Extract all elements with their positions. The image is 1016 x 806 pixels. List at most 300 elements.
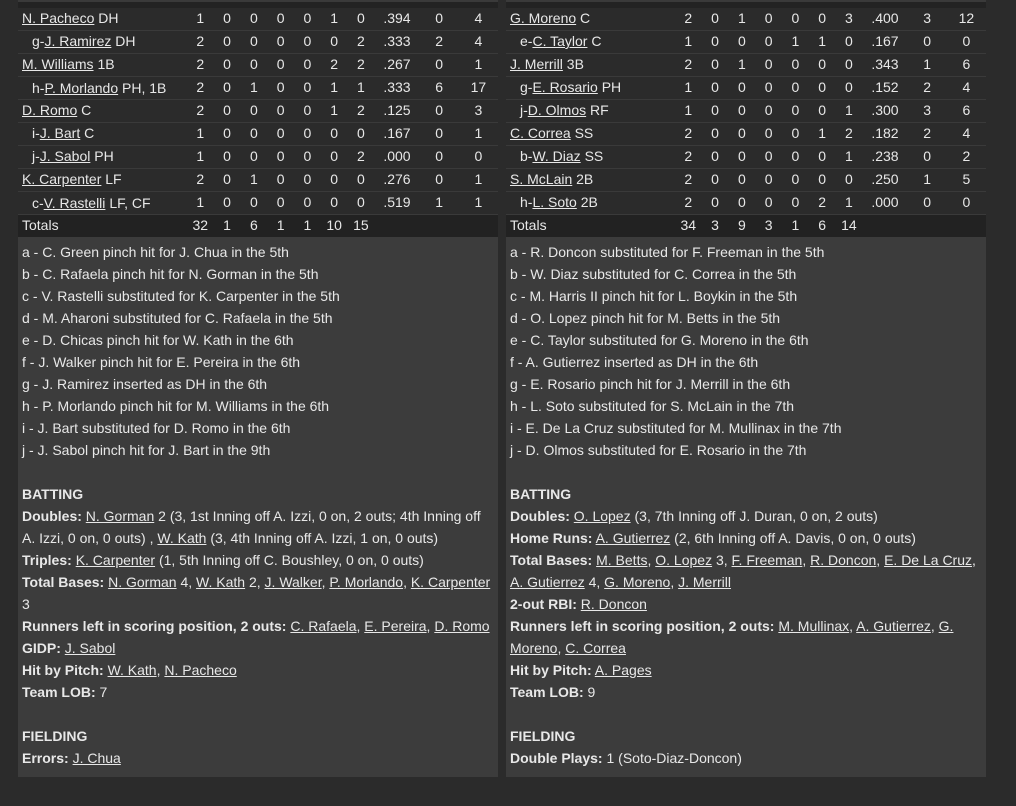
stat-cell: 1 [187, 146, 214, 169]
stat-cell: 1 [836, 146, 863, 169]
player-link[interactable]: J. Sabol [64, 640, 116, 656]
stat-cell: 0 [836, 169, 863, 192]
stat-cell: 0 [809, 169, 836, 192]
player-link[interactable]: O. Lopez [573, 508, 631, 524]
stat-cell: .276 [374, 169, 419, 192]
errors-line: Errors: J. Chua [22, 750, 121, 766]
stat-cell: 1 [675, 100, 702, 123]
risp-line: Runners left in scoring position, 2 outs: C. Rafaela, E. Pereira, D. Romo [22, 618, 490, 634]
stat-cell: 0 [782, 8, 809, 31]
player-link[interactable]: C. Rafaela [290, 618, 357, 634]
player-link[interactable]: J. Merrill [510, 56, 563, 72]
player-position: 2B [576, 171, 594, 187]
totals-stat: 9 [728, 215, 755, 238]
stat-cell: .394 [374, 8, 419, 31]
stat-cell: 0 [321, 169, 348, 192]
substitution-note: e - C. Taylor substituted for G. Moreno in the 6th [510, 332, 809, 348]
player-cell [506, 54, 675, 77]
player-link[interactable]: S. McLain [510, 171, 573, 187]
player-link[interactable]: M. Mullinax [778, 618, 850, 634]
player-position: PH, 1B [122, 80, 167, 96]
player-position: RF [590, 102, 609, 118]
stat-cell: 0 [267, 123, 294, 146]
stat-cell: 0 [321, 31, 348, 54]
stat-cell: 1 [240, 169, 267, 192]
player-link[interactable]: R. Doncon [580, 596, 647, 612]
stat-cell: 1 [187, 8, 214, 31]
player-position: 1B [97, 56, 115, 72]
player-link[interactable]: K. Carpenter [22, 171, 102, 187]
stat-cell: .250 [862, 169, 907, 192]
stat-cell: 0 [755, 77, 782, 100]
stat-cell: 0 [294, 123, 321, 146]
totals-stat: 10 [321, 215, 348, 238]
fielding-section-title: FIELDING [510, 728, 576, 744]
stat-cell: 0 [836, 31, 863, 54]
stat-cell: 0 [321, 123, 348, 146]
totals-stat: 1 [214, 215, 241, 238]
totals-stat: 6 [240, 215, 267, 238]
stat-cell: 0 [348, 169, 375, 192]
double-plays-line: Double Plays: 1 (Soto-Diaz-Doncon) [510, 750, 742, 766]
sub-letter: e- [520, 33, 533, 49]
stat-cell: 0 [755, 54, 782, 77]
stat-cell: 0 [267, 192, 294, 215]
stat-cell: 0 [755, 100, 782, 123]
player-row [506, 54, 986, 77]
stat-cell: 1 [728, 54, 755, 77]
stat-cell: 2 [809, 192, 836, 215]
substitution-note: c - V. Rastelli substituted for K. Carpenter in the 5th [22, 288, 340, 304]
player-link[interactable]: N. Pacheco [22, 10, 95, 26]
stat-cell: 0 [321, 192, 348, 215]
player-link[interactable]: E. De La Cruz [884, 552, 973, 568]
player-cell [18, 100, 187, 123]
stat-cell: 0 [420, 54, 459, 77]
stat-cell: .000 [374, 146, 419, 169]
stat-cell: 0 [240, 123, 267, 146]
substitution-note: b - C. Rafaela pinch hit for N. Gorman in the 5th [22, 266, 319, 282]
stat-cell: .343 [862, 54, 907, 77]
batting-section-title: BATTING [510, 486, 572, 502]
totals-stat [947, 215, 986, 238]
stat-cell: 1 [836, 100, 863, 123]
sub-letter: g- [520, 79, 533, 95]
stat-cell: 0 [702, 123, 729, 146]
player-link[interactable]: P. Morlando [44, 80, 119, 96]
stat-cell: 0 [294, 31, 321, 54]
player-position: 3B [566, 56, 584, 72]
home-batting-table [506, 8, 986, 237]
stat-cell: .167 [374, 123, 419, 146]
stat-cell: .519 [374, 192, 419, 215]
stat-cell: .000 [862, 192, 907, 215]
stat-cell: 2 [187, 169, 214, 192]
player-link[interactable]: C. Correa [510, 125, 571, 141]
stat-cell: 0 [947, 192, 986, 215]
stat-cell: 0 [267, 31, 294, 54]
player-cell [18, 31, 187, 54]
player-position: 2B [580, 194, 598, 210]
player-row [18, 169, 498, 192]
player-cell [18, 54, 187, 77]
totals-stat: 14 [836, 215, 863, 238]
player-link[interactable]: W. Kath [196, 574, 246, 590]
player-position: C [591, 33, 602, 49]
stat-cell: 0 [782, 100, 809, 123]
stat-cell: 4 [459, 31, 498, 54]
stat-cell: 1 [459, 192, 498, 215]
player-cell [506, 31, 675, 54]
player-link[interactable]: M. Williams [22, 56, 94, 72]
player-cell [18, 146, 187, 169]
stat-cell: 1 [240, 77, 267, 100]
stat-cell: 0 [728, 77, 755, 100]
player-cell [506, 123, 675, 146]
home-team-column [506, 0, 986, 777]
stat-cell: 0 [214, 54, 241, 77]
stat-cell: 0 [420, 8, 459, 31]
player-link[interactable]: K. Carpenter [410, 574, 491, 590]
stat-cell: 0 [755, 146, 782, 169]
stat-cell: 4 [459, 8, 498, 31]
stat-cell: 1 [321, 77, 348, 100]
stat-cell: 2 [321, 54, 348, 77]
triples-line: Triples: K. Carpenter (1, 5th Inning off C. Boushley, 0 on, 0 outs) [22, 552, 424, 568]
stat-cell: 0 [908, 31, 947, 54]
stat-cell: 0 [728, 146, 755, 169]
stat-cell: 1 [675, 77, 702, 100]
stat-cell: 6 [947, 54, 986, 77]
stat-cell: 0 [214, 123, 241, 146]
stat-cell: 0 [809, 100, 836, 123]
substitution-note: d - M. Aharoni substituted for C. Rafaela in the 5th [22, 310, 333, 326]
stat-cell: 1 [459, 123, 498, 146]
stat-cell: 0 [947, 31, 986, 54]
player-link[interactable]: N. Gorman [108, 574, 177, 590]
stat-cell: 0 [240, 100, 267, 123]
substitution-note: d - O. Lopez pinch hit for M. Betts in the 5th [510, 310, 781, 326]
stat-cell: 0 [755, 31, 782, 54]
player-row [18, 31, 498, 54]
sub-letter: h- [32, 80, 45, 96]
stat-cell: 3 [459, 100, 498, 123]
stat-cell: 0 [214, 31, 241, 54]
totals-stat: 15 [348, 215, 375, 238]
player-link[interactable]: W. Kath [107, 662, 157, 678]
stat-cell: 0 [755, 169, 782, 192]
stat-cell: 0 [836, 77, 863, 100]
stat-cell: 2 [187, 100, 214, 123]
stat-cell: 3 [908, 100, 947, 123]
stat-cell: 0 [782, 192, 809, 215]
player-link[interactable]: W. Kath [157, 530, 207, 546]
stat-cell: 2 [675, 192, 702, 215]
stat-cell: 0 [702, 100, 729, 123]
stat-cell: 0 [214, 100, 241, 123]
stat-cell: 0 [420, 123, 459, 146]
stat-cell: 0 [267, 146, 294, 169]
stat-cell: 4 [947, 123, 986, 146]
player-link[interactable]: M. Betts [596, 552, 648, 568]
player-cell [18, 192, 187, 215]
player-link[interactable]: G. Moreno [604, 574, 671, 590]
home-runs-line: Home Runs: A. Gutierrez (2, 6th Inning off A. Davis, 0 on, 0 outs) [510, 530, 916, 546]
stat-cell: 1 [908, 169, 947, 192]
player-row [18, 100, 498, 123]
stat-cell: 0 [809, 8, 836, 31]
stat-cell: 0 [294, 100, 321, 123]
player-link[interactable]: G. Moreno [510, 618, 954, 656]
stat-cell: .300 [862, 100, 907, 123]
player-link[interactable]: K. Carpenter [75, 552, 156, 568]
sub-letter: g- [32, 33, 45, 49]
stat-cell: 0 [728, 192, 755, 215]
stat-cell: 0 [702, 54, 729, 77]
player-cell [18, 123, 187, 146]
stat-cell: 0 [728, 169, 755, 192]
stat-cell: 1 [187, 123, 214, 146]
stat-cell: 17 [459, 77, 498, 100]
player-link[interactable]: L. Soto [532, 194, 577, 210]
stat-cell: 1 [675, 31, 702, 54]
player-cell [506, 192, 675, 215]
player-link[interactable]: J. Sabol [39, 148, 91, 164]
stat-cell: 2 [908, 77, 947, 100]
stat-cell: .333 [374, 77, 419, 100]
substitution-note: j - D. Olmos substituted for E. Rosario in the 7th [510, 442, 807, 458]
stat-cell: 1 [782, 31, 809, 54]
player-link[interactable]: O. Lopez [655, 552, 713, 568]
player-row [506, 146, 986, 169]
player-link[interactable]: D. Olmos [527, 102, 587, 118]
stat-cell: 0 [728, 31, 755, 54]
player-position: DH [98, 10, 119, 26]
stat-cell: 2 [348, 54, 375, 77]
totals-stat: 1 [782, 215, 809, 238]
player-link[interactable]: W. Diaz [532, 148, 581, 164]
totals-stat [374, 215, 419, 238]
top-divider [18, 0, 498, 8]
player-link[interactable]: A. Gutierrez [595, 530, 671, 546]
player-position: DH [115, 33, 136, 49]
stat-cell: 0 [702, 31, 729, 54]
team-lob-line: Team LOB: 9 [510, 684, 596, 700]
player-position: C [580, 10, 591, 26]
stat-cell: .333 [374, 31, 419, 54]
player-row [506, 31, 986, 54]
away-batting-table [18, 8, 498, 237]
stat-cell: 0 [702, 8, 729, 31]
stat-cell: 0 [294, 77, 321, 100]
stat-cell: 0 [294, 192, 321, 215]
substitution-note: a - C. Green pinch hit for J. Chua in the 5th [22, 244, 289, 260]
stat-cell: 1 [348, 77, 375, 100]
totals-stat: 32 [187, 215, 214, 238]
substitution-note: f - A. Gutierrez inserted as DH in the 6th [510, 354, 759, 370]
player-position: SS [584, 148, 604, 164]
stat-cell: 0 [908, 146, 947, 169]
player-link[interactable]: V. Rastelli [43, 195, 106, 211]
batting-section-title: BATTING [22, 486, 84, 502]
doubles-line: Doubles: O. Lopez (3, 7th Inning off J. Duran, 0 on, 2 outs) [510, 508, 878, 524]
stat-cell: 0 [214, 169, 241, 192]
stat-cell: 1 [809, 31, 836, 54]
totals-stat [459, 215, 498, 238]
stat-cell: 1 [908, 54, 947, 77]
player-position: C [84, 125, 95, 141]
player-row [18, 192, 498, 215]
two-out-rbi-line: 2-out RBI: R. Doncon [510, 596, 647, 612]
player-link[interactable]: R. Doncon [810, 552, 877, 568]
stat-cell: 0 [321, 146, 348, 169]
stat-cell: 0 [702, 169, 729, 192]
stat-cell: 0 [294, 8, 321, 31]
player-position: PH [601, 79, 622, 95]
substitution-note: h - P. Morlando pinch hit for M. Williams in the 6th [22, 398, 330, 414]
stat-cell: 0 [908, 192, 947, 215]
player-link[interactable]: J. Ramirez [44, 33, 112, 49]
stat-cell: 2 [420, 31, 459, 54]
totals-label: Totals [506, 215, 675, 238]
stat-cell: 0 [240, 8, 267, 31]
substitution-note: e - D. Chicas pinch hit for W. Kath in the 6th [22, 332, 294, 348]
player-link[interactable]: E. Rosario [532, 79, 598, 95]
player-link[interactable]: J. Walker [264, 574, 322, 590]
sub-letter: i- [32, 125, 40, 141]
stat-cell: 0 [809, 54, 836, 77]
stat-cell: 0 [420, 169, 459, 192]
stat-cell: 2 [908, 123, 947, 146]
totals-stat: 6 [809, 215, 836, 238]
player-link[interactable]: A. Gutierrez [856, 618, 931, 634]
player-cell [506, 146, 675, 169]
fielding-section-title: FIELDING [22, 728, 88, 744]
stat-cell: 1 [187, 192, 214, 215]
stat-cell: 0 [294, 54, 321, 77]
stat-cell: 2 [675, 8, 702, 31]
player-link[interactable]: J. Merrill [678, 574, 731, 590]
sub-letter: j- [32, 148, 40, 164]
hbp-line: Hit by Pitch: A. Pages [510, 662, 652, 678]
sub-letter: b- [520, 148, 533, 164]
stat-cell: 0 [214, 77, 241, 100]
totals-stat [862, 215, 907, 238]
stat-cell: 2 [187, 77, 214, 100]
player-link[interactable]: G. Moreno [510, 10, 577, 26]
stat-cell: .125 [374, 100, 419, 123]
stat-cell: 2 [675, 146, 702, 169]
totals-row [18, 215, 498, 238]
stat-cell: 0 [809, 77, 836, 100]
stat-cell: 0 [728, 100, 755, 123]
stat-cell: 3 [908, 8, 947, 31]
player-row [506, 192, 986, 215]
stat-cell: 1 [836, 192, 863, 215]
player-link[interactable]: D. Romo [434, 618, 490, 634]
home-notes-panel [506, 237, 986, 777]
stat-cell: .238 [862, 146, 907, 169]
player-link[interactable]: J. Chua [72, 750, 121, 766]
stat-cell: 0 [240, 192, 267, 215]
player-link[interactable]: A. Gutierrez [510, 574, 585, 590]
stat-cell: 0 [267, 100, 294, 123]
stat-cell: 2 [675, 169, 702, 192]
player-cell [18, 169, 187, 192]
player-row [506, 77, 986, 100]
stat-cell: 0 [348, 123, 375, 146]
stat-cell: .267 [374, 54, 419, 77]
sub-letter: c- [32, 195, 44, 211]
player-link[interactable]: C. Taylor [532, 33, 588, 49]
stat-cell: 2 [675, 123, 702, 146]
player-row [18, 54, 498, 77]
risp-line: Runners left in scoring position, 2 outs: M. Mullinax, A. Gutierrez, G. Moreno, C. Correa [510, 618, 954, 656]
top-divider [506, 0, 986, 8]
player-link[interactable]: F. Freeman [731, 552, 803, 568]
player-link[interactable]: A. Pages [594, 662, 652, 678]
stat-cell: 2 [348, 146, 375, 169]
totals-stat: 34 [675, 215, 702, 238]
substitution-note: a - R. Doncon substituted for F. Freeman in the 5th [510, 244, 825, 260]
player-position: LF, CF [109, 195, 151, 211]
player-position: SS [574, 125, 594, 141]
player-link[interactable]: N. Pacheco [164, 662, 237, 678]
totals-label: Totals [18, 215, 187, 238]
player-link[interactable]: D. Romo [22, 102, 78, 118]
stat-cell: 0 [459, 146, 498, 169]
stat-cell: 0 [240, 146, 267, 169]
player-link[interactable]: C. Correa [565, 640, 626, 656]
player-row [506, 169, 986, 192]
team-lob-line: Team LOB: 7 [22, 684, 108, 700]
player-link[interactable]: J. Bart [39, 125, 81, 141]
substitution-note: h - L. Soto substituted for S. McLain in the 7th [510, 398, 795, 414]
away-notes-panel [18, 237, 498, 777]
stat-cell: 2 [187, 31, 214, 54]
totals-row [506, 215, 986, 238]
player-cell [506, 100, 675, 123]
totals-stat [420, 215, 459, 238]
totals-stat [908, 215, 947, 238]
substitution-note: j - J. Sabol pinch hit for J. Bart in the 9th [22, 442, 271, 458]
totals-stat: 1 [294, 215, 321, 238]
stat-cell: 0 [267, 77, 294, 100]
stat-cell: .182 [862, 123, 907, 146]
player-link[interactable]: P. Morlando [329, 574, 404, 590]
stat-cell: 0 [420, 100, 459, 123]
stat-cell: 0 [267, 169, 294, 192]
doubles-line: Doubles: N. Gorman 2 (3, 1st Inning off A. Izzi, 0 on, 2 outs; 4th Inning off A. Izzi, 0 on, 0 outs) , W. Kath (3, 4th Inning off A. Izzi, 1 on, 0 outs) [22, 508, 481, 546]
stat-cell: 0 [809, 146, 836, 169]
player-link[interactable]: E. Pereira [364, 618, 427, 634]
stat-cell: 4 [947, 77, 986, 100]
stat-cell: 0 [348, 192, 375, 215]
stat-cell: .167 [862, 31, 907, 54]
stat-cell: 0 [420, 146, 459, 169]
player-position: C [81, 102, 92, 118]
stat-cell: 6 [947, 100, 986, 123]
stat-cell: 12 [947, 8, 986, 31]
player-link[interactable]: N. Gorman [85, 508, 155, 524]
totals-stat: 3 [755, 215, 782, 238]
totals-stat: 1 [267, 215, 294, 238]
substitution-note: i - J. Bart substituted for D. Romo in the 6th [22, 420, 291, 436]
stat-cell: 0 [755, 8, 782, 31]
stat-cell: 0 [348, 8, 375, 31]
stat-cell: 0 [782, 77, 809, 100]
stat-cell: 0 [294, 169, 321, 192]
